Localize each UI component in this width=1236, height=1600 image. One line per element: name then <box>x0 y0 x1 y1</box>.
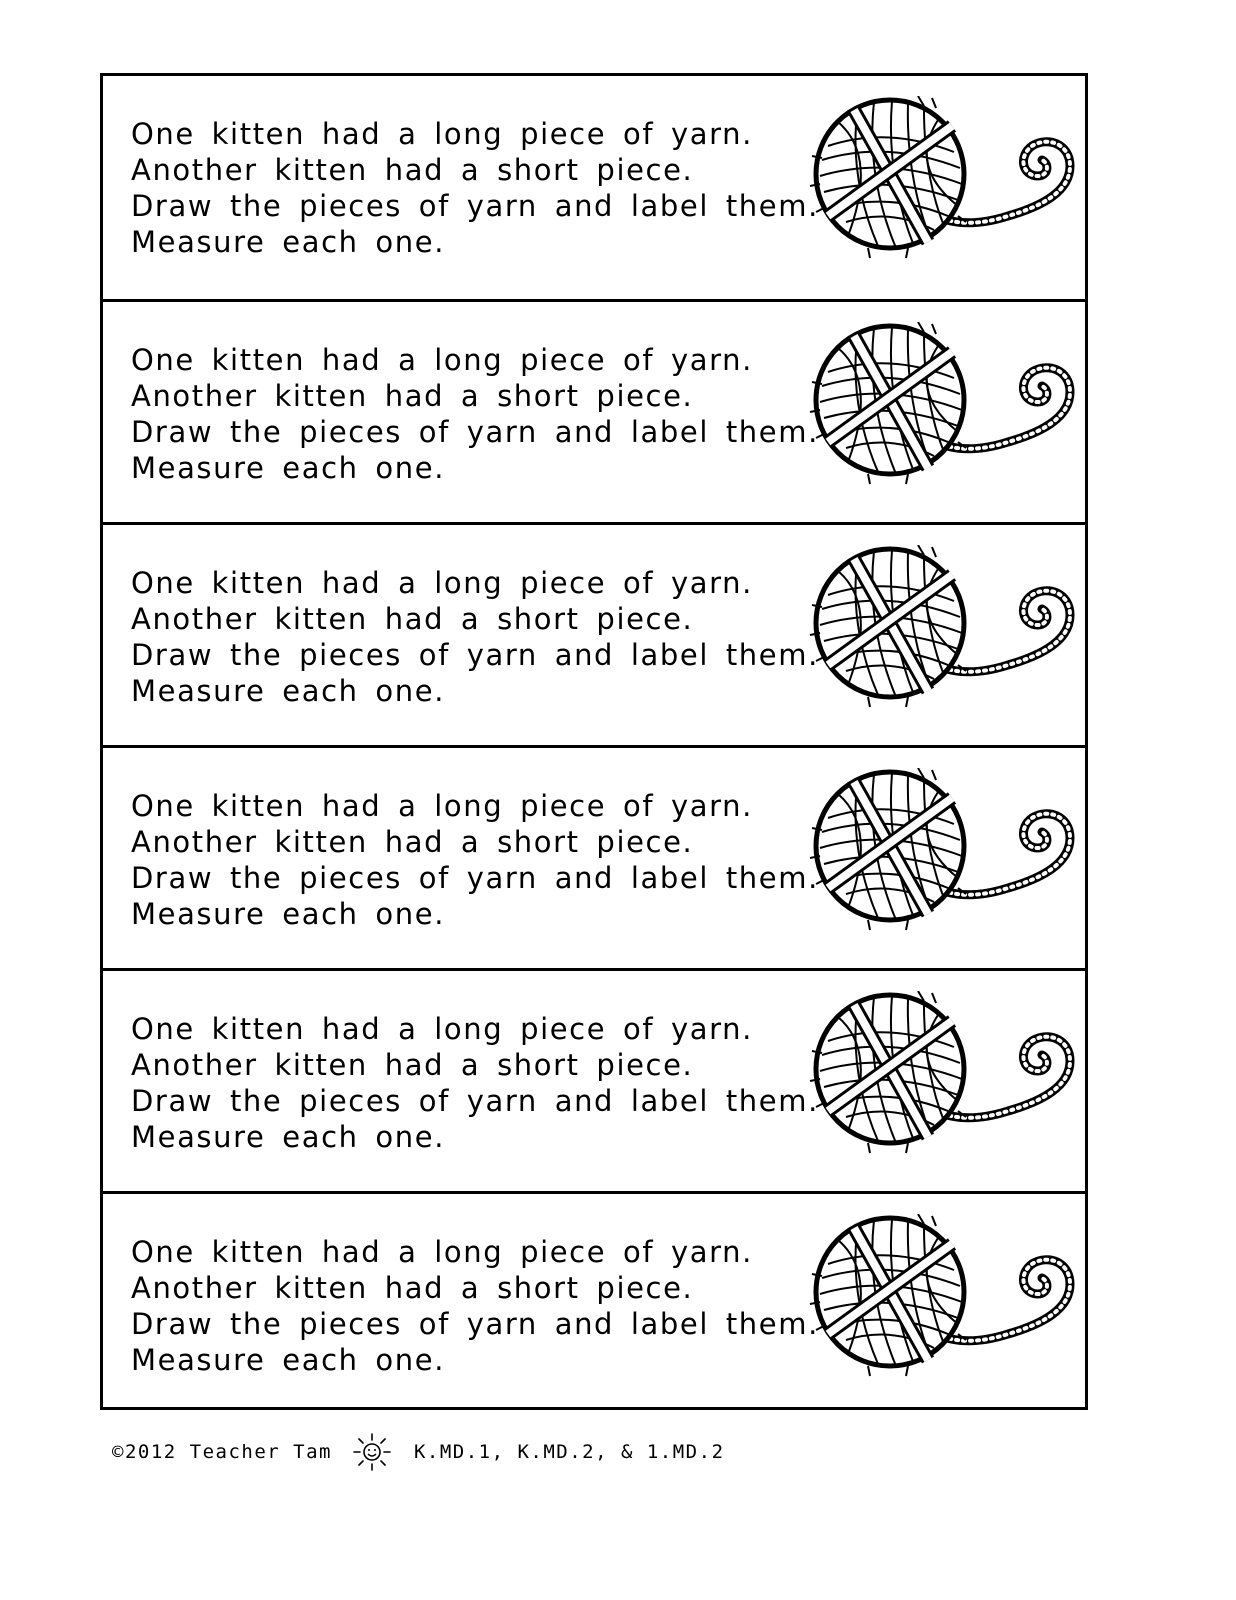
task-card <box>103 745 1085 968</box>
card-line: One kitten had a long piece of yarn. <box>131 1235 753 1269</box>
yarn-ball-icon <box>808 991 1080 1171</box>
task-card <box>103 522 1085 745</box>
card-text <box>131 116 819 260</box>
card-line: Draw the pieces of yarn and label them. <box>131 415 819 449</box>
card-line: One kitten had a long piece of yarn. <box>131 117 753 151</box>
card-text <box>131 1234 819 1378</box>
sun-icon <box>352 1432 392 1472</box>
card-line: Draw the pieces of yarn and label them. <box>131 861 819 895</box>
card-line: Measure each one. <box>131 897 446 931</box>
worksheet-frame <box>100 73 1088 1410</box>
card-line: Another kitten had a short piece. <box>131 602 694 636</box>
card-line: Draw the pieces of yarn and label them. <box>131 1084 819 1118</box>
card-line: Measure each one. <box>131 451 446 485</box>
card-line: Another kitten had a short piece. <box>131 1271 694 1305</box>
card-line: One kitten had a long piece of yarn. <box>131 566 753 600</box>
card-line: Measure each one. <box>131 1343 446 1377</box>
task-card <box>103 1191 1085 1414</box>
card-text <box>131 788 819 932</box>
copyright-text: ©2012 Teacher Tam <box>112 1441 332 1463</box>
card-line: One kitten had a long piece of yarn. <box>131 1012 753 1046</box>
card-line: Measure each one. <box>131 1120 446 1154</box>
card-line: One kitten had a long piece of yarn. <box>131 789 753 823</box>
card-text <box>131 565 819 709</box>
yarn-ball-icon <box>808 768 1080 948</box>
task-card <box>103 299 1085 522</box>
card-line: Draw the pieces of yarn and label them. <box>131 638 819 672</box>
yarn-ball-icon <box>808 545 1080 725</box>
yarn-ball-icon <box>808 1214 1080 1394</box>
yarn-ball-icon <box>808 96 1080 276</box>
yarn-ball-icon <box>808 322 1080 502</box>
card-line: Draw the pieces of yarn and label them. <box>131 189 819 223</box>
task-card <box>103 968 1085 1191</box>
card-line: Another kitten had a short piece. <box>131 825 694 859</box>
task-card <box>103 76 1085 299</box>
card-line: Draw the pieces of yarn and label them. <box>131 1307 819 1341</box>
card-text <box>131 1011 819 1155</box>
card-text <box>131 342 819 486</box>
standards-text: K.MD.1, K.MD.2, & 1.MD.2 <box>413 1441 725 1463</box>
card-line: Measure each one. <box>131 674 446 708</box>
card-line: One kitten had a long piece of yarn. <box>131 343 753 377</box>
card-line: Another kitten had a short piece. <box>131 379 694 413</box>
page-footer <box>112 1434 725 1470</box>
card-line: Another kitten had a short piece. <box>131 1048 694 1082</box>
card-line: Measure each one. <box>131 225 446 259</box>
card-line: Another kitten had a short piece. <box>131 153 694 187</box>
